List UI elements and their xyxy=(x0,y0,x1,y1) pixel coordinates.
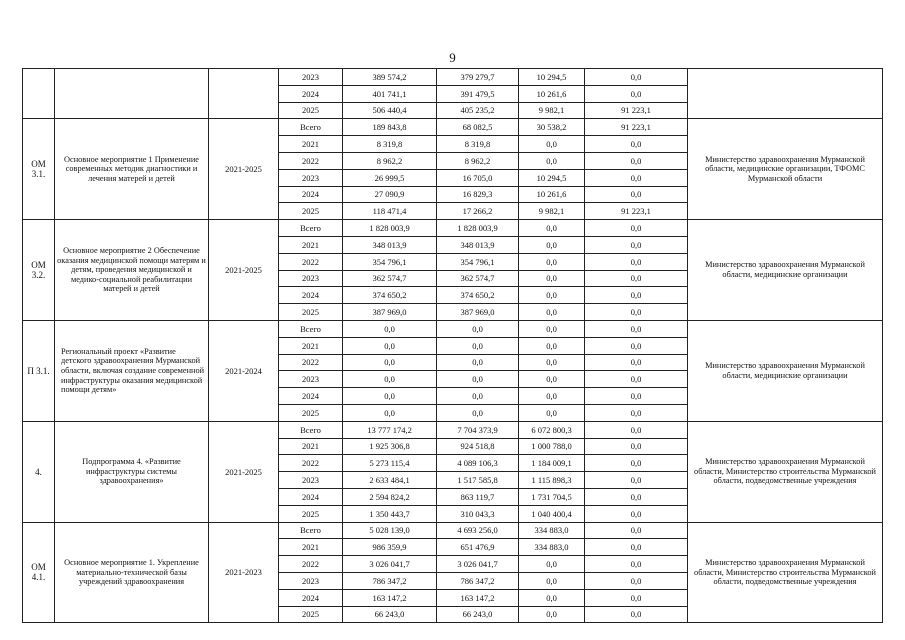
amount-cell-c1: 391 479,5 xyxy=(437,85,519,102)
year-cell: 2024 xyxy=(279,186,343,203)
year-cell: 2021 xyxy=(279,337,343,354)
amount-cell-c2: 334 883,0 xyxy=(519,539,585,556)
amount-cell-total: 5 273 115,4 xyxy=(343,455,437,472)
year-cell: Всего xyxy=(279,220,343,237)
amount-cell-c2: 10 261,6 xyxy=(519,186,585,203)
amount-cell-c3: 0,0 xyxy=(585,371,688,388)
page-number: 9 xyxy=(449,50,456,65)
year-cell: Всего xyxy=(279,421,343,438)
amount-cell-c1: 354 796,1 xyxy=(437,253,519,270)
executor-cell: Министерство здравоохранения Мурманской области, медицинские организации xyxy=(688,320,883,421)
amount-cell-c3: 0,0 xyxy=(585,354,688,371)
executor-cell: Министерство здравоохранения Мурманской области, медицинские организации, ТФОМС Мурманской области xyxy=(688,119,883,220)
amount-cell-total: 5 028 139,0 xyxy=(343,522,437,539)
year-cell: 2021 xyxy=(279,136,343,153)
amount-cell-total: 506 440,4 xyxy=(343,102,437,119)
period-cell: 2021-2025 xyxy=(209,119,279,220)
amount-cell-c2: 0,0 xyxy=(519,354,585,371)
amount-cell-c1: 7 704 373,9 xyxy=(437,421,519,438)
event-name-cell: Основное мероприятие 1. Укрепление материально-технической базы учреждений здравоохранения xyxy=(55,522,209,623)
period-cell xyxy=(209,69,279,119)
amount-cell-total: 8 319,8 xyxy=(343,136,437,153)
amount-cell-c1: 0,0 xyxy=(437,371,519,388)
amount-cell-c2: 0,0 xyxy=(519,136,585,153)
year-cell: 2023 xyxy=(279,572,343,589)
amount-cell-total: 786 347,2 xyxy=(343,572,437,589)
year-cell: 2023 xyxy=(279,371,343,388)
amount-cell-total: 1 925 306,8 xyxy=(343,438,437,455)
amount-cell-total: 362 574,7 xyxy=(343,270,437,287)
table-row xyxy=(23,320,883,337)
amount-cell-c2: 1 040 400,4 xyxy=(519,505,585,522)
amount-cell-total: 0,0 xyxy=(343,404,437,421)
executor-cell: Министерство здравоохранения Мурманской области, Министерство строительства Мурманской области, подведомственные учреждения xyxy=(688,522,883,623)
amount-cell-c2: 1 115 898,3 xyxy=(519,472,585,489)
amount-cell-c1: 16 829,3 xyxy=(437,186,519,203)
amount-cell-c2: 0,0 xyxy=(519,270,585,287)
amount-cell-c2: 1 184 009,1 xyxy=(519,455,585,472)
amount-cell-c1: 0,0 xyxy=(437,337,519,354)
amount-cell-c1: 374 650,2 xyxy=(437,287,519,304)
amount-cell-total: 401 741,1 xyxy=(343,85,437,102)
amount-cell-c1: 16 705,0 xyxy=(437,169,519,186)
amount-cell-total: 163 147,2 xyxy=(343,589,437,606)
amount-cell-c1: 1 828 003,9 xyxy=(437,220,519,237)
year-cell: 2022 xyxy=(279,253,343,270)
amount-cell-c2: 0,0 xyxy=(519,337,585,354)
event-code-cell: 4. xyxy=(23,421,55,522)
executor-cell: Министерство здравоохранения Мурманской области, медицинские организации xyxy=(688,220,883,321)
event-code-cell: П 3.1. xyxy=(23,320,55,421)
amount-cell-total: 354 796,1 xyxy=(343,253,437,270)
table-row xyxy=(23,119,883,136)
amount-cell-total: 189 843,8 xyxy=(343,119,437,136)
amount-cell-c3: 0,0 xyxy=(585,572,688,589)
year-cell: 2025 xyxy=(279,404,343,421)
amount-cell-total: 3 026 041,7 xyxy=(343,556,437,573)
year-cell: 2022 xyxy=(279,152,343,169)
amount-cell-c2: 0,0 xyxy=(519,589,585,606)
year-cell: Всего xyxy=(279,119,343,136)
amount-cell-c2: 0,0 xyxy=(519,152,585,169)
amount-cell-c3: 0,0 xyxy=(585,270,688,287)
amount-cell-c1: 4 089 106,3 xyxy=(437,455,519,472)
year-cell: 2025 xyxy=(279,505,343,522)
event-name-cell: Региональный проект «Развитие детского здравоохранения Мурманской области, включая создание современной инфраструктуры оказания медицинской помощи детям» xyxy=(55,320,209,421)
table-row xyxy=(23,522,883,539)
amount-cell-c1: 66 243,0 xyxy=(437,606,519,623)
amount-cell-c3: 0,0 xyxy=(585,220,688,237)
amount-cell-c2: 10 294,5 xyxy=(519,169,585,186)
amount-cell-c3: 0,0 xyxy=(585,438,688,455)
amount-cell-c1: 163 147,2 xyxy=(437,589,519,606)
amount-cell-c1: 0,0 xyxy=(437,388,519,405)
amount-cell-c3: 0,0 xyxy=(585,522,688,539)
period-cell: 2021-2024 xyxy=(209,320,279,421)
amount-cell-c2: 0,0 xyxy=(519,572,585,589)
amount-cell-c3: 0,0 xyxy=(585,388,688,405)
year-cell: 2022 xyxy=(279,354,343,371)
amount-cell-c3: 0,0 xyxy=(585,539,688,556)
event-code-cell: ОМ 3.2. xyxy=(23,220,55,321)
year-cell: Всего xyxy=(279,320,343,337)
amount-cell-total: 2 633 484,1 xyxy=(343,472,437,489)
amount-cell-c3: 0,0 xyxy=(585,320,688,337)
amount-cell-c1: 4 693 256,0 xyxy=(437,522,519,539)
amount-cell-total: 2 594 824,2 xyxy=(343,488,437,505)
amount-cell-c3: 0,0 xyxy=(585,606,688,623)
period-cell: 2021-2025 xyxy=(209,220,279,321)
year-cell: 2025 xyxy=(279,102,343,119)
amount-cell-c2: 0,0 xyxy=(519,304,585,321)
amount-cell-total: 389 574,2 xyxy=(343,69,437,86)
amount-cell-c1: 863 119,7 xyxy=(437,488,519,505)
amount-cell-c3: 91 223,1 xyxy=(585,203,688,220)
event-name-cell: Основное мероприятие 1 Применение современных методик диагностики и лечения матерей и детей xyxy=(55,119,209,220)
amount-cell-total: 0,0 xyxy=(343,320,437,337)
period-cell: 2021-2023 xyxy=(209,522,279,623)
year-cell: 2022 xyxy=(279,455,343,472)
amount-cell-c2: 0,0 xyxy=(519,388,585,405)
event-name-cell xyxy=(55,69,209,119)
event-code-cell xyxy=(23,69,55,119)
amount-cell-c2: 0,0 xyxy=(519,404,585,421)
table-row xyxy=(23,220,883,237)
amount-cell-total: 0,0 xyxy=(343,337,437,354)
amount-cell-c1: 362 574,7 xyxy=(437,270,519,287)
amount-cell-c1: 786 347,2 xyxy=(437,572,519,589)
period-cell: 2021-2025 xyxy=(209,421,279,522)
amount-cell-c3: 0,0 xyxy=(585,404,688,421)
amount-cell-c1: 8 319,8 xyxy=(437,136,519,153)
year-cell: 2021 xyxy=(279,236,343,253)
amount-cell-total: 348 013,9 xyxy=(343,236,437,253)
amount-cell-c2: 0,0 xyxy=(519,236,585,253)
table-body xyxy=(23,69,883,623)
amount-cell-c2: 30 538,2 xyxy=(519,119,585,136)
amount-cell-c1: 405 235,2 xyxy=(437,102,519,119)
year-cell: 2021 xyxy=(279,438,343,455)
amount-cell-c3: 0,0 xyxy=(585,152,688,169)
amount-cell-c2: 10 261,6 xyxy=(519,85,585,102)
amount-cell-c1: 651 476,9 xyxy=(437,539,519,556)
amount-cell-c3: 0,0 xyxy=(585,455,688,472)
amount-cell-c3: 0,0 xyxy=(585,69,688,86)
executor-cell xyxy=(688,69,883,119)
amount-cell-total: 986 359,9 xyxy=(343,539,437,556)
amount-cell-c1: 1 517 585,8 xyxy=(437,472,519,489)
amount-cell-c3: 0,0 xyxy=(585,169,688,186)
amount-cell-total: 13 777 174,2 xyxy=(343,421,437,438)
amount-cell-c1: 0,0 xyxy=(437,404,519,421)
event-code-cell: ОМ 4.1. xyxy=(23,522,55,623)
amount-cell-c1: 0,0 xyxy=(437,320,519,337)
year-cell: 2025 xyxy=(279,203,343,220)
amount-cell-c3: 0,0 xyxy=(585,186,688,203)
table-row xyxy=(23,421,883,438)
amount-cell-total: 1 828 003,9 xyxy=(343,220,437,237)
amount-cell-c1: 348 013,9 xyxy=(437,236,519,253)
year-cell: 2024 xyxy=(279,589,343,606)
event-code-cell: ОМ 3.1. xyxy=(23,119,55,220)
amount-cell-total: 0,0 xyxy=(343,354,437,371)
amount-cell-c2: 0,0 xyxy=(519,606,585,623)
year-cell: 2025 xyxy=(279,304,343,321)
amount-cell-c3: 0,0 xyxy=(585,287,688,304)
year-cell: 2025 xyxy=(279,606,343,623)
amount-cell-c2: 334 883,0 xyxy=(519,522,585,539)
year-cell: 2023 xyxy=(279,69,343,86)
table-row xyxy=(23,69,883,86)
amount-cell-c2: 9 982,1 xyxy=(519,203,585,220)
amount-cell-total: 0,0 xyxy=(343,371,437,388)
amount-cell-c2: 9 982,1 xyxy=(519,102,585,119)
amount-cell-c3: 0,0 xyxy=(585,236,688,253)
amount-cell-c3: 0,0 xyxy=(585,556,688,573)
year-cell: 2023 xyxy=(279,472,343,489)
amount-cell-c1: 379 279,7 xyxy=(437,69,519,86)
amount-cell-c1: 387 969,0 xyxy=(437,304,519,321)
amount-cell-c1: 924 518,8 xyxy=(437,438,519,455)
year-cell: 2022 xyxy=(279,556,343,573)
amount-cell-total: 374 650,2 xyxy=(343,287,437,304)
amount-cell-total: 387 969,0 xyxy=(343,304,437,321)
amount-cell-c3: 0,0 xyxy=(585,136,688,153)
amount-cell-c3: 0,0 xyxy=(585,421,688,438)
year-cell: 2024 xyxy=(279,85,343,102)
amount-cell-c3: 0,0 xyxy=(585,505,688,522)
event-name-cell: Подпрограмма 4. «Развитие инфраструктуры системы здравоохранения» xyxy=(55,421,209,522)
amount-cell-c1: 8 962,2 xyxy=(437,152,519,169)
amount-cell-c3: 91 223,1 xyxy=(585,119,688,136)
amount-cell-c3: 0,0 xyxy=(585,589,688,606)
amount-cell-c2: 0,0 xyxy=(519,253,585,270)
amount-cell-c3: 0,0 xyxy=(585,85,688,102)
amount-cell-c2: 0,0 xyxy=(519,320,585,337)
amount-cell-c1: 0,0 xyxy=(437,354,519,371)
year-cell: Всего xyxy=(279,522,343,539)
year-cell: 2021 xyxy=(279,539,343,556)
amount-cell-c2: 1 731 704,5 xyxy=(519,488,585,505)
amount-cell-c2: 10 294,5 xyxy=(519,69,585,86)
year-cell: 2024 xyxy=(279,388,343,405)
amount-cell-total: 1 350 443,7 xyxy=(343,505,437,522)
amount-cell-c3: 0,0 xyxy=(585,304,688,321)
amount-cell-total: 66 243,0 xyxy=(343,606,437,623)
amount-cell-c1: 68 082,5 xyxy=(437,119,519,136)
amount-cell-total: 27 090,9 xyxy=(343,186,437,203)
amount-cell-c2: 0,0 xyxy=(519,287,585,304)
year-cell: 2024 xyxy=(279,287,343,304)
amount-cell-total: 26 999,5 xyxy=(343,169,437,186)
amount-cell-c2: 0,0 xyxy=(519,220,585,237)
amount-cell-total: 0,0 xyxy=(343,388,437,405)
amount-cell-total: 118 471,4 xyxy=(343,203,437,220)
year-cell: 2024 xyxy=(279,488,343,505)
amount-cell-c2: 0,0 xyxy=(519,371,585,388)
amount-cell-c2: 1 000 788,0 xyxy=(519,438,585,455)
funding-table xyxy=(22,68,883,623)
year-cell: 2023 xyxy=(279,270,343,287)
year-cell: 2023 xyxy=(279,169,343,186)
amount-cell-c1: 310 043,3 xyxy=(437,505,519,522)
amount-cell-c1: 3 026 041,7 xyxy=(437,556,519,573)
amount-cell-c2: 6 072 800,3 xyxy=(519,421,585,438)
amount-cell-c3: 0,0 xyxy=(585,253,688,270)
amount-cell-c3: 91 223,1 xyxy=(585,102,688,119)
amount-cell-c3: 0,0 xyxy=(585,337,688,354)
amount-cell-c3: 0,0 xyxy=(585,472,688,489)
event-name-cell: Основное мероприятие 2 Обеспечение оказания медицинской помощи матерям и детям, проведения медицинской и медико-социальной реабилитации матерей и детей xyxy=(55,220,209,321)
executor-cell: Министерство здравоохранения Мурманской области, Министерство строительства Мурманской области, подведомственные учреждения xyxy=(688,421,883,522)
amount-cell-c2: 0,0 xyxy=(519,556,585,573)
amount-cell-c1: 17 266,2 xyxy=(437,203,519,220)
amount-cell-c3: 0,0 xyxy=(585,488,688,505)
amount-cell-total: 8 962,2 xyxy=(343,152,437,169)
